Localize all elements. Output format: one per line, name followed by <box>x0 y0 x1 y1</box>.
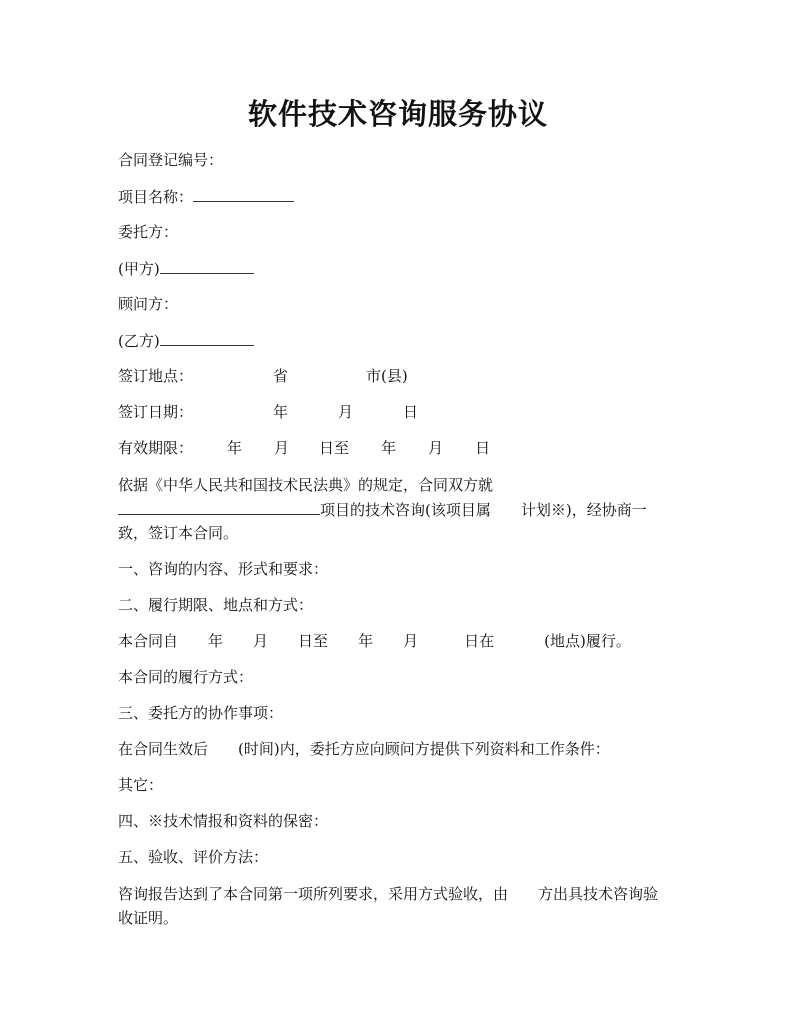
validity-label: 有效期限： <box>118 439 194 457</box>
sign-date-line <box>118 402 418 422</box>
client-line <box>118 222 178 242</box>
section-4-text: 四、※技术情报和资料的保密： <box>118 812 329 830</box>
performance-method-text: 本合同的履行方式： <box>118 668 254 686</box>
section-2-text: 二、履行期限、地点和方式： <box>118 596 314 614</box>
acceptance-text-b: 方出具技术咨询验 <box>538 885 659 903</box>
performance-place: (地点)履行。 <box>544 632 631 650</box>
performance-method-line <box>118 667 253 687</box>
section-5-text: 五、验收、评价方法： <box>118 848 269 866</box>
client-label: 委托方： <box>118 223 179 241</box>
cooperation-text-b: (时间)内，委托方应向顾问方提供下列资料和工作条件： <box>238 740 610 758</box>
acceptance-text-a: 咨询报告达到了本合同第一项所列要求，采用方式验收，由 <box>118 885 509 903</box>
performance-to-day-at: 日在 <box>464 632 495 650</box>
section-3-text: 三、委托方的协作事项： <box>118 704 284 722</box>
basis-line-2 <box>118 499 647 520</box>
validity-from-month: 月 <box>274 439 290 457</box>
sign-date-month: 月 <box>338 403 354 421</box>
party-b-blank <box>160 330 254 346</box>
performance-to-month: 月 <box>403 632 419 650</box>
acceptance-text-c: 收证明。 <box>118 909 179 927</box>
validity-line <box>118 438 490 458</box>
sign-date-year: 年 <box>273 403 289 421</box>
party-b-line <box>118 330 254 351</box>
section-1-heading <box>118 559 328 579</box>
basis-text-2a: 项目的技术咨询(该项目属 <box>320 501 491 519</box>
consultant-line <box>118 294 178 314</box>
performance-from-day-to: 日至 <box>298 632 329 650</box>
party-a-blank <box>160 258 254 274</box>
section-2-heading <box>118 595 313 615</box>
section-4-heading <box>118 811 328 831</box>
page-title: 软件技术咨询服务协议 <box>247 97 548 131</box>
performance-to-year: 年 <box>358 632 374 650</box>
cooperation-text-a: 在合同生效后 <box>118 740 209 758</box>
acceptance-line-2 <box>118 908 178 928</box>
validity-to-day: 日 <box>475 439 491 457</box>
basis-text-2b: 计划※)，经协商一 <box>520 501 647 519</box>
project-name-line <box>118 186 294 207</box>
validity-from-year: 年 <box>227 439 243 457</box>
sign-date-day: 日 <box>403 403 419 421</box>
other-text: 其它： <box>118 776 164 794</box>
sign-place-province: 省 <box>273 367 289 385</box>
cooperation-line <box>118 739 610 759</box>
performance-from: 本合同自 <box>118 632 179 650</box>
acceptance-line-1 <box>118 884 658 904</box>
sign-date-label: 签订日期： <box>118 403 194 421</box>
contract-number-line <box>118 150 223 170</box>
party-a-label: (甲方) <box>118 260 160 278</box>
validity-from-day-to: 日至 <box>319 439 350 457</box>
party-a-line <box>118 258 254 279</box>
contract-number-label: 合同登记编号： <box>118 151 224 169</box>
performance-from-month: 月 <box>253 632 269 650</box>
basis-line-3 <box>118 523 238 543</box>
performance-from-year: 年 <box>208 632 224 650</box>
sign-place-city: 市(县) <box>366 367 408 385</box>
sign-place-label: 签订地点： <box>118 367 194 385</box>
validity-to-month: 月 <box>428 439 444 457</box>
section-1-text: 一、咨询的内容、形式和要求： <box>118 560 329 578</box>
consultant-label: 顾问方： <box>118 295 179 313</box>
basis-text-3: 致，签订本合同。 <box>118 524 239 542</box>
section-5-heading <box>118 847 268 867</box>
basis-project-blank <box>118 499 320 515</box>
other-line <box>118 775 163 795</box>
section-3-heading <box>118 703 283 723</box>
performance-period-line <box>118 631 631 651</box>
project-name-blank <box>193 186 294 202</box>
validity-to-year: 年 <box>381 439 397 457</box>
basis-text-1: 依据《中华人民共和国技术民法典》的规定，合同双方就 <box>118 476 494 494</box>
project-name-label: 项目名称： <box>118 188 194 206</box>
party-b-label: (乙方) <box>118 332 160 350</box>
sign-place-line <box>118 366 408 386</box>
basis-line-1 <box>118 475 493 495</box>
